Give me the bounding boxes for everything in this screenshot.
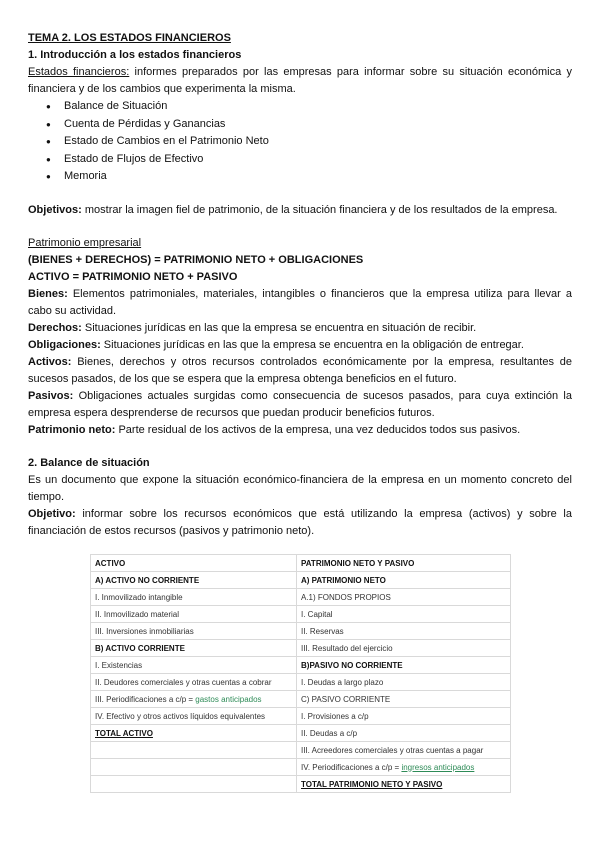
table-row (91, 657, 511, 674)
term-text: Bienes, derechos y otros recursos controlados económicamente por la empresa, resultantes de sucesos pasados, de los que se espera que la empresa obtenga beneficios en el futuro. (28, 355, 572, 385)
definition-obligaciones (28, 337, 572, 354)
table-cell: II. Inmovilizado material (91, 606, 297, 623)
term-text: Parte residual de los activos de la empresa, una vez deducidos todos sus pasivos. (115, 423, 521, 436)
table-row (91, 708, 511, 725)
table-cell: I. Inmovilizado intangible (91, 589, 297, 606)
table-row (91, 742, 511, 759)
objectives-text: mostrar la imagen fiel de patrimonio, de la situación financiera y de los resultados de la empresa. (81, 203, 558, 216)
objectives-label: Objetivos: (28, 203, 82, 216)
header-activo: ACTIVO (91, 555, 297, 572)
definition-term: Estados financieros: (28, 66, 130, 78)
table-cell: B) ACTIVO CORRIENTE (91, 640, 297, 657)
table-cell: A) PATRIMONIO NETO (297, 572, 511, 589)
table-cell: III. Inversiones inmobiliarias (91, 623, 297, 640)
list-item: ● Memoria (28, 168, 572, 186)
list-item: ● Balance de Situación (28, 98, 572, 116)
cell-highlight: gastos anticipados (195, 694, 262, 704)
term-label: Patrimonio neto: (28, 423, 116, 436)
term-text: Obligaciones actuales surgidas como consecuencia de sucesos pasados, para cuya extinción la empresa espera desprenderse de recursos que puedan producir beneficios futuros. (28, 389, 572, 419)
table-row (91, 606, 511, 623)
table-cell: A) ACTIVO NO CORRIENTE (91, 572, 297, 589)
term-label: Activos: (28, 355, 72, 368)
equation-1: (BIENES + DERECHOS) = PATRIMONIO NETO + OBLIGACIONES (28, 253, 364, 266)
term-label: Obligaciones: (28, 338, 101, 351)
cell-highlight: ingresos anticipados (401, 762, 475, 772)
table-cell: III. Resultado del ejercicio (297, 640, 511, 657)
list-item: ● Estado de Flujos de Efectivo (28, 151, 572, 169)
objective-text: informar sobre los recursos económicos que está utilizando la empresa (activos) y sobre la financiación de estos recursos (pasivos y patrimonio neto). (28, 507, 572, 537)
table-cell: TOTAL PATRIMONIO NETO Y PASIVO (297, 776, 511, 793)
financial-statements-definition (28, 64, 572, 98)
section2-heading: 2. Balance de situación (28, 456, 150, 469)
table-cell: II. Reservas (297, 623, 511, 640)
statements-list (28, 98, 572, 186)
balance-objective (28, 506, 572, 540)
header-pn-pasivo: PATRIMONIO NETO Y PASIVO (297, 555, 511, 572)
table-cell (91, 759, 297, 776)
cell-text: III. Periodificaciones a c/p = (95, 694, 196, 704)
definition-derechos (28, 320, 572, 337)
list-item: ● Estado de Cambios en el Patrimonio Neto (28, 133, 572, 151)
term-text: Situaciones jurídicas en las que la empresa se encuentra en la obligación de entregar. (100, 338, 524, 351)
document-page (28, 30, 572, 540)
objectives-paragraph (28, 202, 572, 219)
table-row (91, 572, 511, 589)
definition-bienes (28, 286, 572, 320)
section1-heading: 1. Introducción a los estados financieros (28, 49, 242, 61)
table-row (91, 776, 511, 793)
table-cell (91, 742, 297, 759)
table-row (91, 589, 511, 606)
table-cell (91, 776, 297, 793)
table-cell: I. Provisiones a c/p (297, 708, 511, 725)
definition-patrimonio-neto (28, 422, 572, 439)
table-row (91, 555, 511, 572)
table-cell: A.1) FONDOS PROPIOS (297, 589, 511, 606)
document-title: TEMA 2. LOS ESTADOS FINANCIEROS (28, 32, 231, 44)
list-item: ● Cuenta de Pérdidas y Ganancias (28, 116, 572, 134)
patrimonio-heading: Patrimonio empresarial (28, 236, 142, 249)
table-cell (297, 759, 511, 776)
term-text: Situaciones jurídicas en las que la empresa se encuentra en situación de recibir. (81, 321, 477, 334)
table-cell: III. Acreedores comerciales y otras cuentas a pagar (297, 742, 511, 759)
table-row (91, 674, 511, 691)
table-cell: IV. Efectivo y otros activos líquidos equivalentes (91, 708, 297, 725)
definition-text: informes preparados por las empresas para informar sobre su situación económica y financiera y de los cambios que experimenta la misma. (28, 66, 572, 95)
table-row (91, 759, 511, 776)
table-cell: C) PASIVO CORRIENTE (297, 691, 511, 708)
table-row (91, 640, 511, 657)
table-cell: I. Deudas a largo plazo (297, 674, 511, 691)
definition-activos (28, 354, 572, 388)
term-label: Bienes: (28, 287, 68, 300)
table-row (91, 623, 511, 640)
table-cell (91, 691, 297, 708)
table-cell: TOTAL ACTIVO (91, 725, 297, 742)
table-cell: I. Existencias (91, 657, 297, 674)
term-label: Pasivos: (28, 389, 74, 402)
table-row (91, 725, 511, 742)
table-cell: B)PASIVO NO CORRIENTE (297, 657, 511, 674)
term-label: Derechos: (28, 321, 82, 334)
definition-pasivos (28, 388, 572, 422)
table-cell: II. Deudas a c/p (297, 725, 511, 742)
term-text: Elementos patrimoniales, materiales, intangibles o financieros que la empresa utiliza para llevar a cabo su actividad. (28, 287, 572, 317)
table-cell: II. Deudores comerciales y otras cuentas a cobrar (91, 674, 297, 691)
cell-text: IV. Periodificaciones a c/p = (301, 762, 402, 772)
table-cell: I. Capital (297, 606, 511, 623)
equation-2: ACTIVO = PATRIMONIO NETO + PASIVO (28, 270, 238, 283)
table-row (91, 691, 511, 708)
balance-table (90, 554, 511, 793)
balance-intro: Es un documento que expone la situación económico-financiera de la empresa en un momento concreto del tiempo. (28, 473, 572, 503)
objective-label: Objetivo: (28, 507, 76, 520)
